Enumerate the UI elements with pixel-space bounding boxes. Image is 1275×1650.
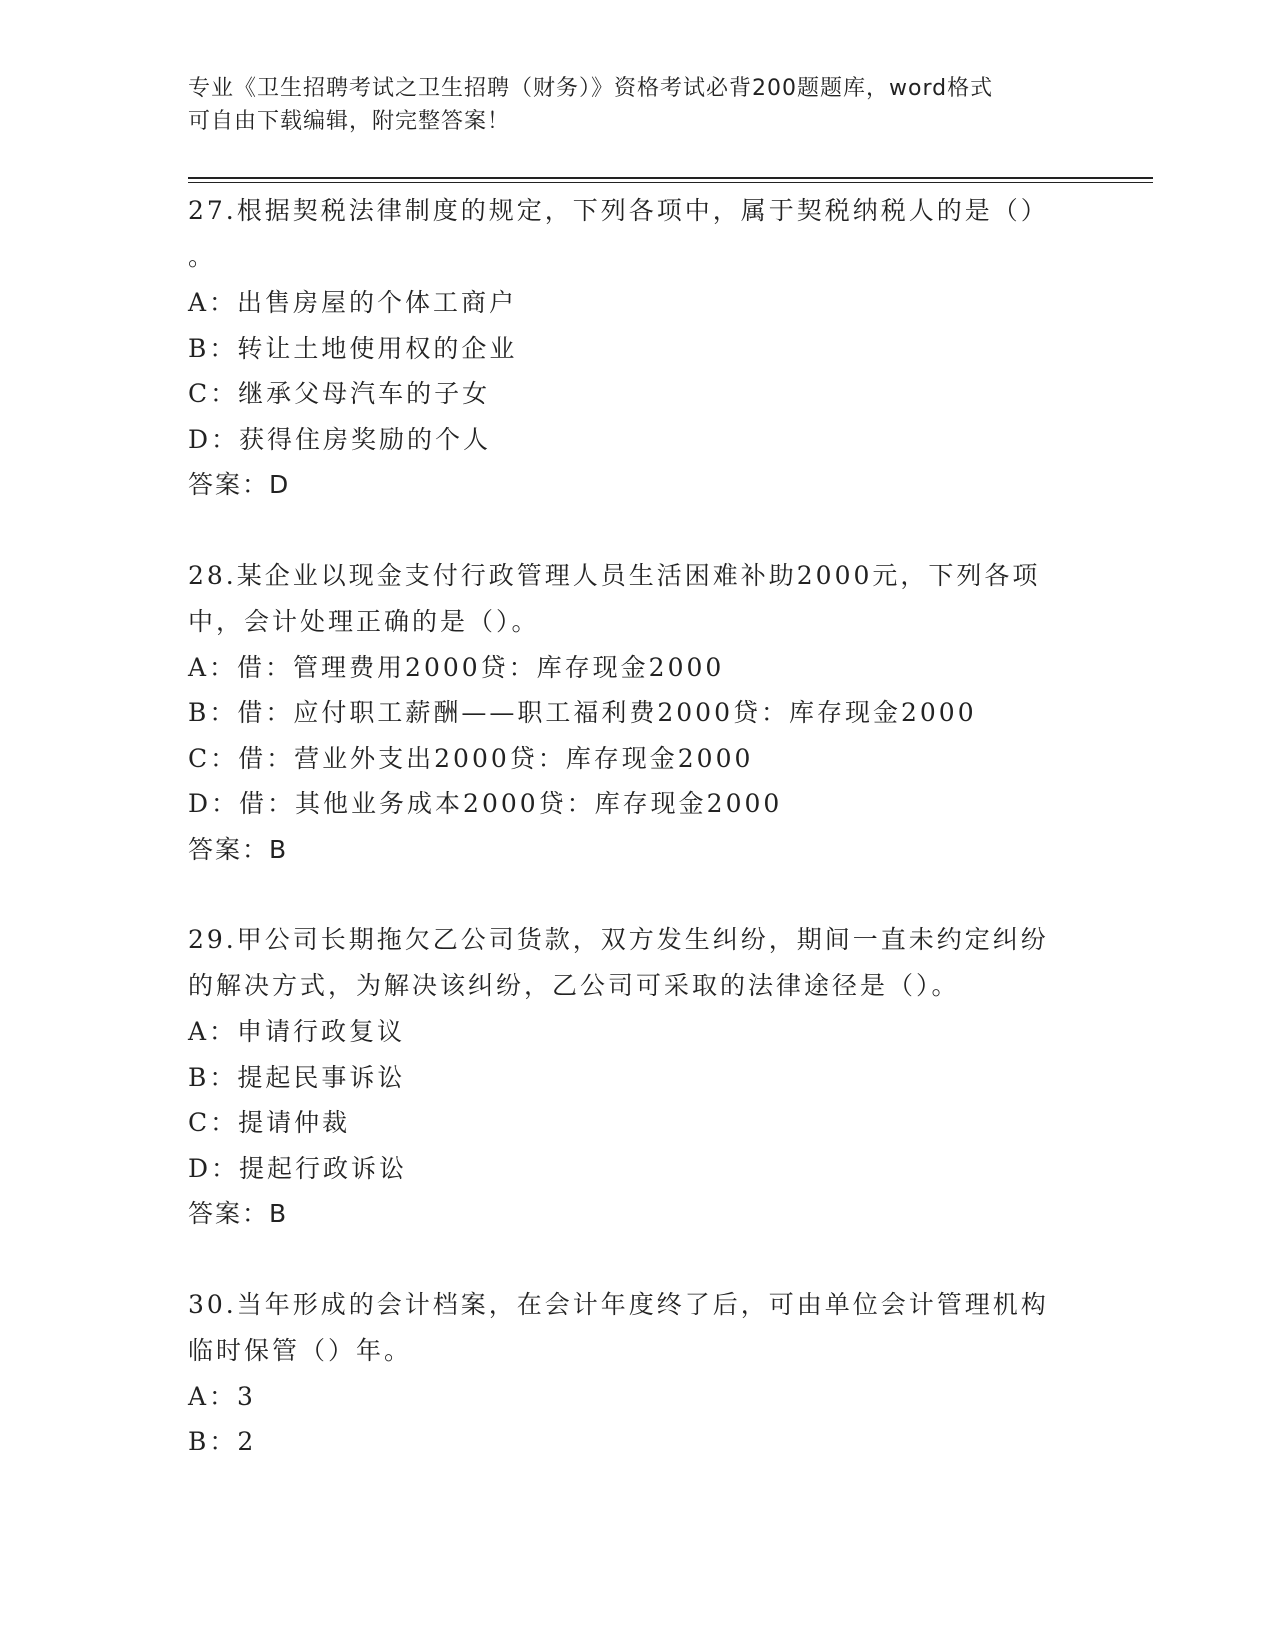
option-c: C：提请仲裁 (188, 1108, 351, 1137)
option-a: A：出售房屋的个体工商户 (188, 288, 518, 317)
question-text: 临时保管（）年。 (188, 1335, 413, 1365)
header-line-2: 可自由下载编辑，附完整答案！ (188, 109, 511, 134)
question-30 (188, 1282, 1088, 1465)
option-c: C：继承父母汽车的子女 (188, 379, 491, 408)
question-27 (188, 188, 1088, 508)
option-d: D：提起行政诉讼 (188, 1153, 408, 1183)
question-text: 。 (188, 242, 217, 271)
header-divider-thick (188, 177, 1153, 179)
question-28 (188, 553, 1088, 873)
question-29 (188, 917, 1088, 1237)
option-a: A：申请行政复议 (188, 1017, 406, 1046)
option-a: A：借：管理费用2000贷：库存现金2000 (188, 652, 725, 682)
question-text: 27.根据契税法律制度的规定，下列各项中，属于契税纳税人的是（） (188, 196, 1049, 225)
header-divider-thin (188, 182, 1153, 183)
question-list (188, 188, 1088, 1465)
question-text: 30.当年形成的会计档案，在会计年度终了后，可由单位会计管理机构 (188, 1289, 1049, 1319)
answer: 答案：B (188, 1199, 289, 1228)
option-b: B：提起民事诉讼 (188, 1062, 406, 1092)
question-spacer (188, 872, 1088, 917)
document-header (188, 72, 1068, 138)
answer: 答案：D (188, 470, 291, 499)
option-c: C：借：营业外支出2000贷：库存现金2000 (188, 743, 754, 773)
answer: 答案：B (188, 834, 289, 864)
question-spacer (188, 508, 1088, 553)
option-b: B：转让土地使用权的企业 (188, 333, 518, 363)
option-b: B：借：应付职工薪酬——职工福利费2000贷：库存现金2000 (188, 698, 977, 727)
question-text: 28.某企业以现金支付行政管理人员生活困难补助2000元，下列各项 (188, 560, 1041, 590)
option-a: A：3 (188, 1381, 256, 1411)
option-d: D：借：其他业务成本2000贷：库存现金2000 (188, 789, 783, 818)
question-spacer (188, 1237, 1088, 1282)
option-d: D：获得住房奖励的个人 (188, 424, 492, 454)
question-text: 的解决方式，为解决该纠纷，乙公司可采取的法律途径是（）。 (188, 971, 960, 1000)
question-text: 中，会计处理正确的是（）。 (188, 606, 540, 636)
header-line-1: 专业《卫生招聘考试之卫生招聘（财务）》资格考试必背200题题库，word格式 (188, 76, 994, 101)
question-text: 29.甲公司长期拖欠乙公司货款，双方发生纠纷，期间一直未约定纠纷 (188, 925, 1049, 954)
option-b: B：2 (188, 1427, 257, 1456)
